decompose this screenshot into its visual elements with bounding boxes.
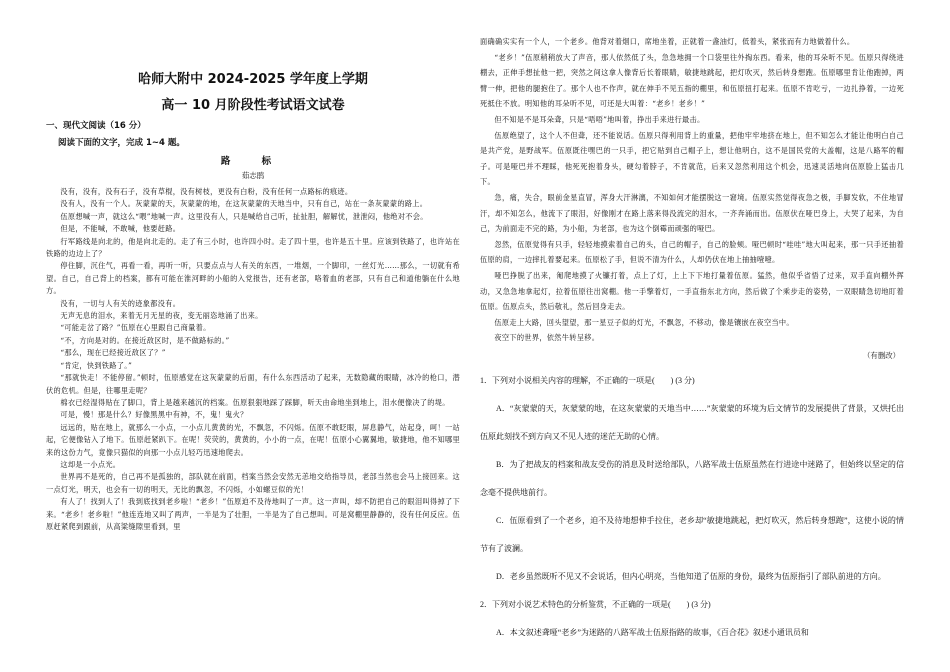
question-1-stem: 1．下列对小说相关内容的理解，不正确的一项是( ) (3 分) xyxy=(480,375,695,385)
paragraph: 但是，不能喊，不敢喊，他要赶路。 xyxy=(60,224,181,234)
paragraph: “可能走岔了路？”伍原在心里跟自己商量着。 xyxy=(60,323,211,333)
paragraph: 哑巴挣脱了出来，匍爬地摸了火镰打着，点上了灯，上上下下地打量着伍原。猛然，他似乎省悟了过来，双手直向棚外挥动，又急急地拿起灯，拉着伍原往出窝棚。他一手擎着灯，一手直指东北方向，然后做了个乘步走的姿势，一双眼睛急切地盯着伍原。伍原点头，然后敬礼，然后回身走去。 xyxy=(480,270,904,312)
paragraph: 伍原走上大路，回头望望，那一星豆子似的灯光，不飘忽，不移动，像是镶嵌在夜空当中。 xyxy=(494,317,794,327)
section-heading: 一、现代文阅读（16 分） xyxy=(46,121,146,131)
paragraph: 无声无息的泪水，来着无月无星的夜，变无丽恣地涌了出来。 xyxy=(60,311,263,321)
paragraph: 有人了！找到人了！我到底找到老乡啦！“老乡！”伍原迫不及待地叫了一声。这一声叫，却不防把自己的眼泪叫得掉了下来。“老乡！老乡啦！”他连连地又叫了两声，一半是为了壮胆，一半是为了自己想叫。可是窝棚里静静的，没有任何反应。伍原赶紧爬到跟前，从高粱缝隙里看到，里 xyxy=(46,497,460,531)
question-1-option-c: C．伍原看到了一个老乡，迫不及待地想伸手拉住，老乡却“敏捷地跳起，把灯吹灭，然后转身想跑”，这使小说的情节有了波澜。 xyxy=(480,515,904,553)
question-1-option-d: D．老乡虽然既听不见又不会说话，但内心明亮，当他知道了伍原的身份，最终为伍原指引了部队前进的方向。 xyxy=(496,571,886,581)
paragraph: 没有，没有，没有石子，没有草棍，没有树枝，更没有白粉，没有任何一点路标的痕迹。 xyxy=(60,187,353,196)
paragraph: 伍原绝望了，这个人不但聋，还不能说话。伍原只得利用背上的重量，把他牢牢地挤在地上，但不知怎么才能让他明白自己是共产党，是野战军。伍原既往嘿巴的一只手，把它贴到自己帽子上，想让他明白，这不是国民党的大盖帽，这是八路军的帽子。可是哑巴并不理睬，他死死抱着身头，硬勾着脖子，不肯就范，后来又忽然利用这个机会，迅速灵活地向伍原脸上猛击几下。 xyxy=(480,130,904,187)
article-author: 茹志鹃 xyxy=(241,171,265,180)
paragraph: “老乡！”伍原稍稍放大了声音，那人依然低了头，急急地拥一个口袋里往外掏东西。看来，他的耳朵听不见。伍原只得绕进棚去，正伸手想扯他一把，突然之间这拿人像背后长着眼睛，敏捷地跳起，把灯吹灭，然后转身想跑。伍原哪里肯让他跑掉，两臂一伸，把他的腿抱住了。那个人也不作声，就在伸手不见五指的棚里，和伍原扭打起来。伍原不肯吃亏，一边扎挣着，一边死死抵住不放。明知他的耳朵听不见，可还是大叫着：“老乡！老乡！” xyxy=(480,52,904,109)
question-1-option-a: A．“灰蒙蒙的天，灰蒙蒙的地，在这灰蒙蒙的天地当中……”灰蒙蒙的环境为后文情节的发展提供了背景，又烘托出伍原此刻找不到方向又不见人迹的迷茫无助的心情。 xyxy=(480,403,904,441)
paragraph: 急，痛，失合，眼前金星直冒，浑身大汗淋漓，不知如何才能摆脱这一窘境。伍原实然觉得夜急之极，手脚发软，不住地冒汗，却不知怎么，他流下了眼泪，好像刚才在路上落来得没流完的泪水，一齐奔涌而出。伍原伏在哑巴身上，大哭了起来，为自己，为前面走不完的路，为小船，为老部，也为这个倒霉而顽强的哑巴。 xyxy=(480,192,904,234)
exam-title-line1: 哈师大附中 2024-2025 学年度上学期 xyxy=(138,72,368,87)
paragraph: 远远的，贴在地上，就那么一小点，一小点儿黄黄的光，不飘忽，不闪烁。伍原不敢眨眼，屏息静气，站起身，呵！一站起，它便像钻入了地下。伍原赶紧趴下。在呢！荧荧的，黄黄的，小小的一点，在呢！伍原小心翼翼地，敏捷地，他不知哪里来的这份力气，竟像只猫似的向那一小点儿轻巧迅速地爬去。 xyxy=(46,422,460,457)
paragraph: 可是，慢！那是什么？好像黑黑中有神，不，鬼！鬼火？ xyxy=(60,410,248,420)
paragraph: 停住脚，沉住气，再看一看，再听一听，只要点点与人有关的东西，一堆烟，一个脚印，一丝灯光……那么，一切就有希望。自己，自己背上的档案，都有可能在淮河畔的小船的入党报告，还有老部，咯着血的老部，只有自己和道他躺在什么地方。 xyxy=(46,261,460,296)
article-title: 路 标 xyxy=(220,156,286,167)
paragraph: 棉衣已经湿得贴在了脚口，背上是越来越沉的档案。伍原狠狠地踩了踩脚，听天由命地坐到地上，泪水便像决了的堤。 xyxy=(60,397,450,407)
source-note: （有删改） xyxy=(863,350,900,360)
paragraph: “那么，现在已经接近敌区了？” xyxy=(60,348,166,358)
article-body-left xyxy=(46,186,460,533)
article-body-right xyxy=(480,34,904,647)
question-1-option-b: B．为了把战友的档案和战友受伤的消息及时送给部队，八路军战士伍原虽然在行进途中迷路了，但始终以坚定的信念毫不提供地前行。 xyxy=(480,459,904,497)
left-column xyxy=(46,0,460,672)
exam-title-line2: 高一 10 月阶段性考试语文试卷 xyxy=(161,98,345,113)
right-column xyxy=(480,0,904,672)
paragraph: “不，方向是对的。在接近敌区时，是不做路标的。” xyxy=(60,335,230,345)
paragraph: 世界再不是死的，自己再不是孤独的，部队就在前面，档案当然会安然无恙地交给指导员，老部当然也会马上接回来。这一点灯光，明天，也会有一切的明天，无比的飘忽，不闪烁，小如螺豆似的光！ xyxy=(46,472,460,494)
paragraph: 但不知是不是耳朵聋，只是“唔唔”地叫着，挣出手来进行最击。 xyxy=(494,114,705,124)
paragraph: 伍原想喊一声，就这么“喂”地喊一声。这里没有人，只是喊给自己听，扯扯胆，解解忧，泄泄闷，他绝对不会。 xyxy=(60,211,428,221)
paragraph: 没有人，没有一个人。灰蒙蒙的天，灰蒙蒙的地，在这灰蒙蒙的天地当中，只有自己，站在一条灰蒙蒙的路上。 xyxy=(60,199,428,209)
paragraph: 行军路线是向北的，他是向北走的。走了有三小时，也许四小时。走了四十里，也许是五十里。应该到铁路了，也许站在铁路的边边上了？ xyxy=(46,236,460,259)
paragraph: 没有，一切与人有关的迹象都没有。 xyxy=(60,298,181,308)
paragraph: 面确确实实有一个人，一个老乡。他背对着烟口，席地坐着，正就着一盏油灯，低着头，紧张而有力地做着什么。 xyxy=(480,37,855,46)
paragraph: 忽然，伍原觉得有只手，轻轻地摸索着自己的头，自己的帽子，自己的脸颊。哑巴顿时“哇哇”地大叫起来，那一只手还抽着伍原的肩，一边摔扎着要起来。伍原松了手，但说不清为什么，人却仍伏在地上抽抽噎噎。 xyxy=(480,239,904,265)
question-2-option-a: A．本文叙述聋哑“老乡”为迷路的八路军战士伍原指路的故事，《百合花》叙述小通讯员和 xyxy=(496,627,809,637)
reading-instruction: 阅读下面的文字，完成 1~4 题。 xyxy=(58,138,185,148)
paragraph: “肯定，快到铁路了。” xyxy=(60,360,133,370)
question-2-stem: 2．下列对小说艺术特色的分析鉴赏，不正确的一项是( ) (3 分) xyxy=(480,599,711,609)
paragraph: “那就快走！不能停留。”顿时，伍原感觉在这灰蒙蒙的后面，有什么东西活动了起来，无数隐藏的眼睛，冰冷的枪口，潜伏的危机。但是，往哪里走呢？ xyxy=(46,373,460,395)
paragraph: 夜空下的世界，依然牛转呈移。 xyxy=(494,333,600,343)
paragraph: 这却是一小点光。 xyxy=(60,459,121,469)
